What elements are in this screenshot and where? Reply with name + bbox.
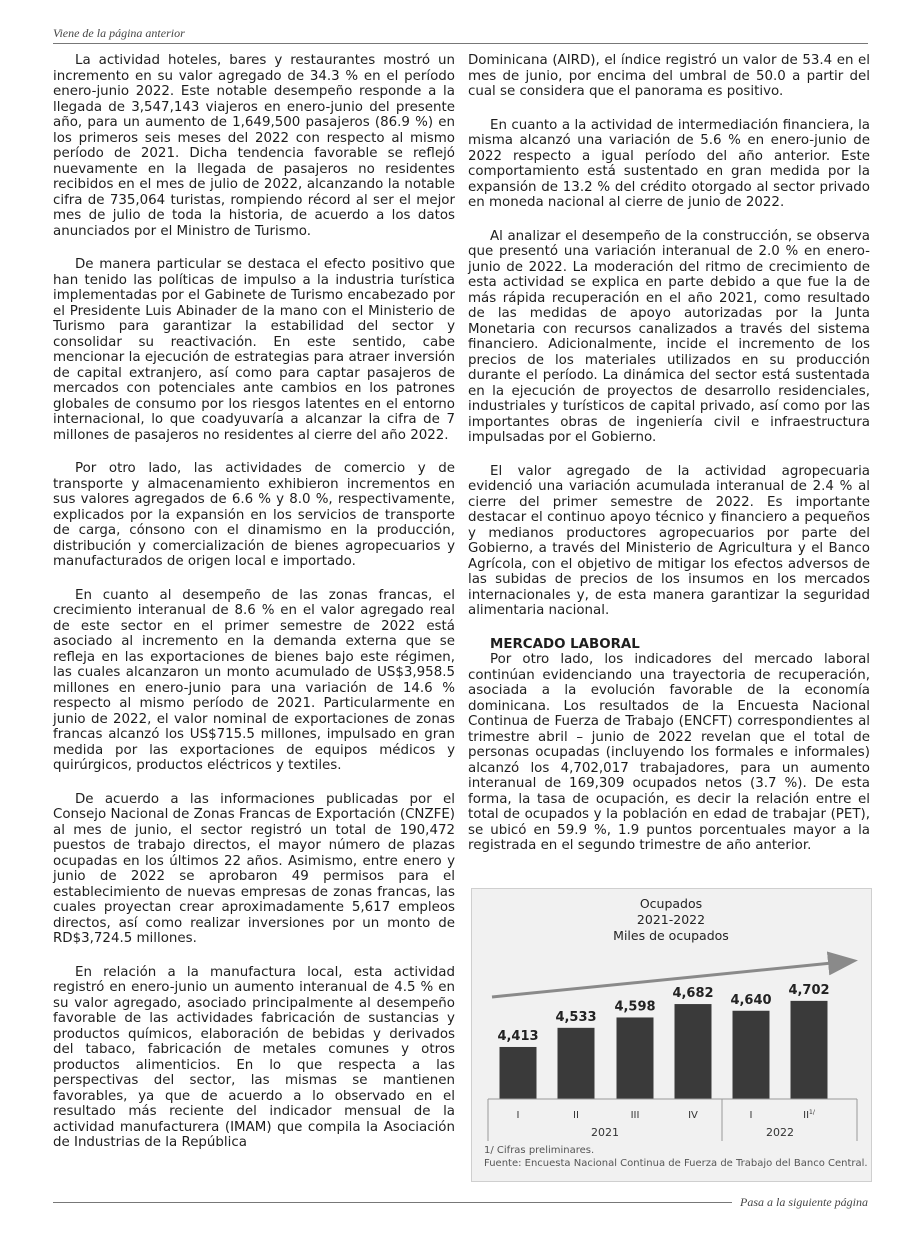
chart-note-source: Fuente: Encuesta Nacional Continua de Fuerza de Trabajo del Banco Central.: [484, 1158, 868, 1169]
x-tick-label: I: [749, 1110, 753, 1121]
bar-value-label: 4,682: [672, 986, 714, 1002]
bar-value-label: 4,640: [730, 992, 772, 1008]
continued-from-note: Viene de la página anterior: [53, 26, 185, 40]
chart-note-preliminary: 1/ Cifras preliminares.: [484, 1145, 595, 1156]
paragraph-hotels: La actividad hoteles, bares y restaurantes mostró un incremento en su valor agregado de 34.3 % en el período enero-junio 2022. Este notable desempeño responde a la llegada de 3,547,143 viajeros en enero-junio del presente año, para un aumento de 1,649,500 pasajeros (86.9 %) en los primeros seis meses del 2022 con respecto al mismo período de 2021. Dicha tendencia favorable se reflejó nuevamente en la llegada de pasajeros no residentes recibidos en el mes de julio de 2022, alcanzando la notable cifra de 735,064 turistas, rompiendo récord al ser el mejor mes de julio de toda la historia, de acuerdo a los datos anunciados por el Ministro de Turismo.: [53, 53, 455, 239]
paragraph-cnzfe: De acuerdo a las informaciones publicadas por el Consejo Nacional de Zonas Francas de Exportación (CNZFE) al mes de junio, el sector registró un total de 190,472 puestos de trabajo directos, el mayor número de plazas ocupadas en los últimos 22 años. Asimismo, entre enero y junio de 2022 se aprobaron 49 permisos para el establecimiento de nuevas empresas de zonas francas, las cuales proyectan crear aproximadamente 5,617 empleos directos, así como realizar inversiones por un monto de RD$3,724.5 millones.: [53, 791, 455, 946]
bar-value-label: 4,413: [497, 1028, 539, 1044]
left-column: [53, 53, 455, 1169]
paragraph-manufacturing: En relación a la manufactura local, esta actividad registró en enero-junio un aumento interanual de 4.5 % en su valor agregado, asociado principalmente al desempeño favorable de las actividades fabricación de sustancias y productos químicos, elaboración de bebidas y derivados del tabaco, fabricación de metales comunes y otros productos alimenticios. En lo que respecta a las perspectivas del sector, las mismas se mantienen favorables, ya que de acuerdo a lo observado en el resultado más reciente del indicador mensual de la actividad manufacturera (IMAM) que compila la Asociación de Industrias de la República: [53, 964, 455, 1150]
bar-2022-I: [733, 1011, 770, 1099]
paragraph-free-zones: En cuanto al desempeño de las zonas francas, el crecimiento interanual de 8.6 % en el valor agregado real de este sector en el primer semestre de 2022 está asociado al incremento en la demanda externa que se refleja en las exportaciones de bienes bajo este régimen, las cuales alcanzaron un monto acumulado de US$3,958.5 millones en enero-junio para una variación de 14.6 % respecto al mismo período de 2021. Particularmente en junio de 2022, el valor nominal de exportaciones de zonas francas alcanzó los US$715.5 millones, impulsado en gran medida por las exportaciones de equipos médicos y quirúrgicos, productos eléctricos y textiles.: [53, 587, 455, 773]
employment-chart: [471, 888, 872, 1182]
x-tick-label: II: [573, 1110, 579, 1121]
bar-2021-I: [500, 1047, 537, 1099]
bar-value-label: 4,702: [788, 982, 830, 998]
bar-2021-II: [558, 1028, 595, 1099]
bar-2021-III: [617, 1017, 654, 1099]
paragraph-financial: En cuanto a la actividad de intermediación financiera, la misma alcanzó una variación de 5.6 % en enero-junio de 2022 respecto a igual período del año anterior. Este comportamiento está sustentado en gran medida por la expansión de 13.2 % del crédito otorgado al sector privado en moneda nacional al cierre de junio de 2022.: [468, 117, 870, 210]
paragraph-agriculture: El valor agregado de la actividad agropecuaria evidenció una variación acumulada interanual de 2.4 % al cierre del primer semestre de 2022. Es importante destacar el continuo apoyo técnico y financiero a pequeños y medianos productores agropecuarios por parte del Gobierno, a través del Ministerio de Agricultura y el Banco Agrícola, con el objetivo de mitigar los efectos adversos de las subidas de precios de los insumos en los mercados internacionales y, de esta manera garantizar la seguridad alimentaria nacional.: [468, 463, 870, 618]
x-tick-label: IV: [688, 1110, 698, 1121]
employment-bar-chart-svg: [472, 889, 871, 1181]
header-rule: [53, 43, 868, 44]
bar-2021-IV: [675, 1004, 712, 1099]
paragraph-aird-index: Dominicana (AIRD), el índice registró un valor de 53.4 en el mes de junio, por encima del umbral de 50.0 a partir del cual se considera que el panorama es positivo.: [468, 53, 870, 99]
x-tick-label: I: [516, 1110, 520, 1121]
chart-title-line: Ocupados: [639, 896, 703, 911]
paragraph-labor-market: Por otro lado, los indicadores del mercado laboral continúan evidenciando una trayectoria de recuperación, asociada a la evolución favorable de la economía dominicana. Los resultados de la Encuesta Nacional Continua de Fuerza de Trabajo (ENCFT) correspondientes al trimestre abril – junio de 2022 revelan que el total de personas ocupadas (incluyendo los formales e informales) alcanzó los 4,702,017 trabajadores, para un aumento interanual de 169,309 ocupados netos (3.7 %). De esta forma, la tasa de ocupación, es decir la relación entre el total de ocupados y la población en edad de trabajar (PET), se ubicó en 59.9 %, 1.9 puntos porcentuales mayor a la registrada en el segundo trimestre de año anterior.: [468, 652, 870, 853]
x-group-label-2021: 2021: [591, 1126, 619, 1139]
paragraph-construction: Al analizar el desempeño de la construcción, se observa que presentó una variación interanual de 2.0 % en enero-junio de 2022. La moderación del ritmo de crecimiento de esta actividad se explica en parte debido a que fue la de más rápida recuperación en el año 2021, como resultado de las medidas de apoyo autorizadas por la Junta Monetaria con recursos canalizados a través del sistema financiero. Adicionalmente, incide el incremento de los precios de los materiales utilizados en su producción durante el período. La dinámica del sector está sustentada en la ejecución de proyectos de desarrollo residenciales, industriales y turísticos de capital privado, así como por las importantes obras de ingeniería civil e infraestructura impulsadas por el Gobierno.: [468, 228, 870, 445]
paragraph-tourism-policy: De manera particular se destaca el efecto positivo que han tenido las políticas de impulso a la industria turística implementadas por el Gabinete de Turismo encabezado por el Presidente Luis Abinader de la mano con el Ministerio de Turismo para garantizar la estabilidad del sector y consolidar su reactivación. En este sentido, cabe mencionar la ejecución de estrategias para atraer inversión de capital extranjero, así como para captar pasajeros de mercados con potenciales ante cambios en los patrones globales de consumo por los riesgos latentes en el entorno internacional, lo que coadyuvaría a alcanzar la cifra de 7 millones de pasajeros no residentes al cierre del año 2022.: [53, 257, 455, 443]
continued-to-note: Pasa a la siguiente página: [732, 1195, 868, 1210]
x-tick-label: III: [630, 1110, 640, 1121]
x-tick-label: $II^{1/}$: [803, 1109, 815, 1121]
chart-title-line: 2021-2022: [636, 912, 706, 927]
right-column: [468, 53, 870, 872]
bar-value-label: 4,598: [614, 999, 656, 1015]
section-title-labor-market: MERCADO LABORAL: [490, 636, 640, 652]
chart-title-line: Miles de ocupados: [613, 928, 729, 943]
bar-value-label: 4,533: [555, 1009, 597, 1025]
paragraph-commerce-transport: Por otro lado, las actividades de comercio y de transporte y almacenamiento exhibieron incrementos en sus valores agregados de 6.6 % y 8.0 %, respectivamente, explicados por la expansión en los servicios de transporte de carga, cónsono con el dinamismo en la producción, distribución y comercialización de bienes agropecuarios y manufacturados de origen local e importado.: [53, 461, 455, 569]
x-group-label-2022: 2022: [766, 1126, 794, 1139]
bar-2022-II: [791, 1001, 828, 1099]
